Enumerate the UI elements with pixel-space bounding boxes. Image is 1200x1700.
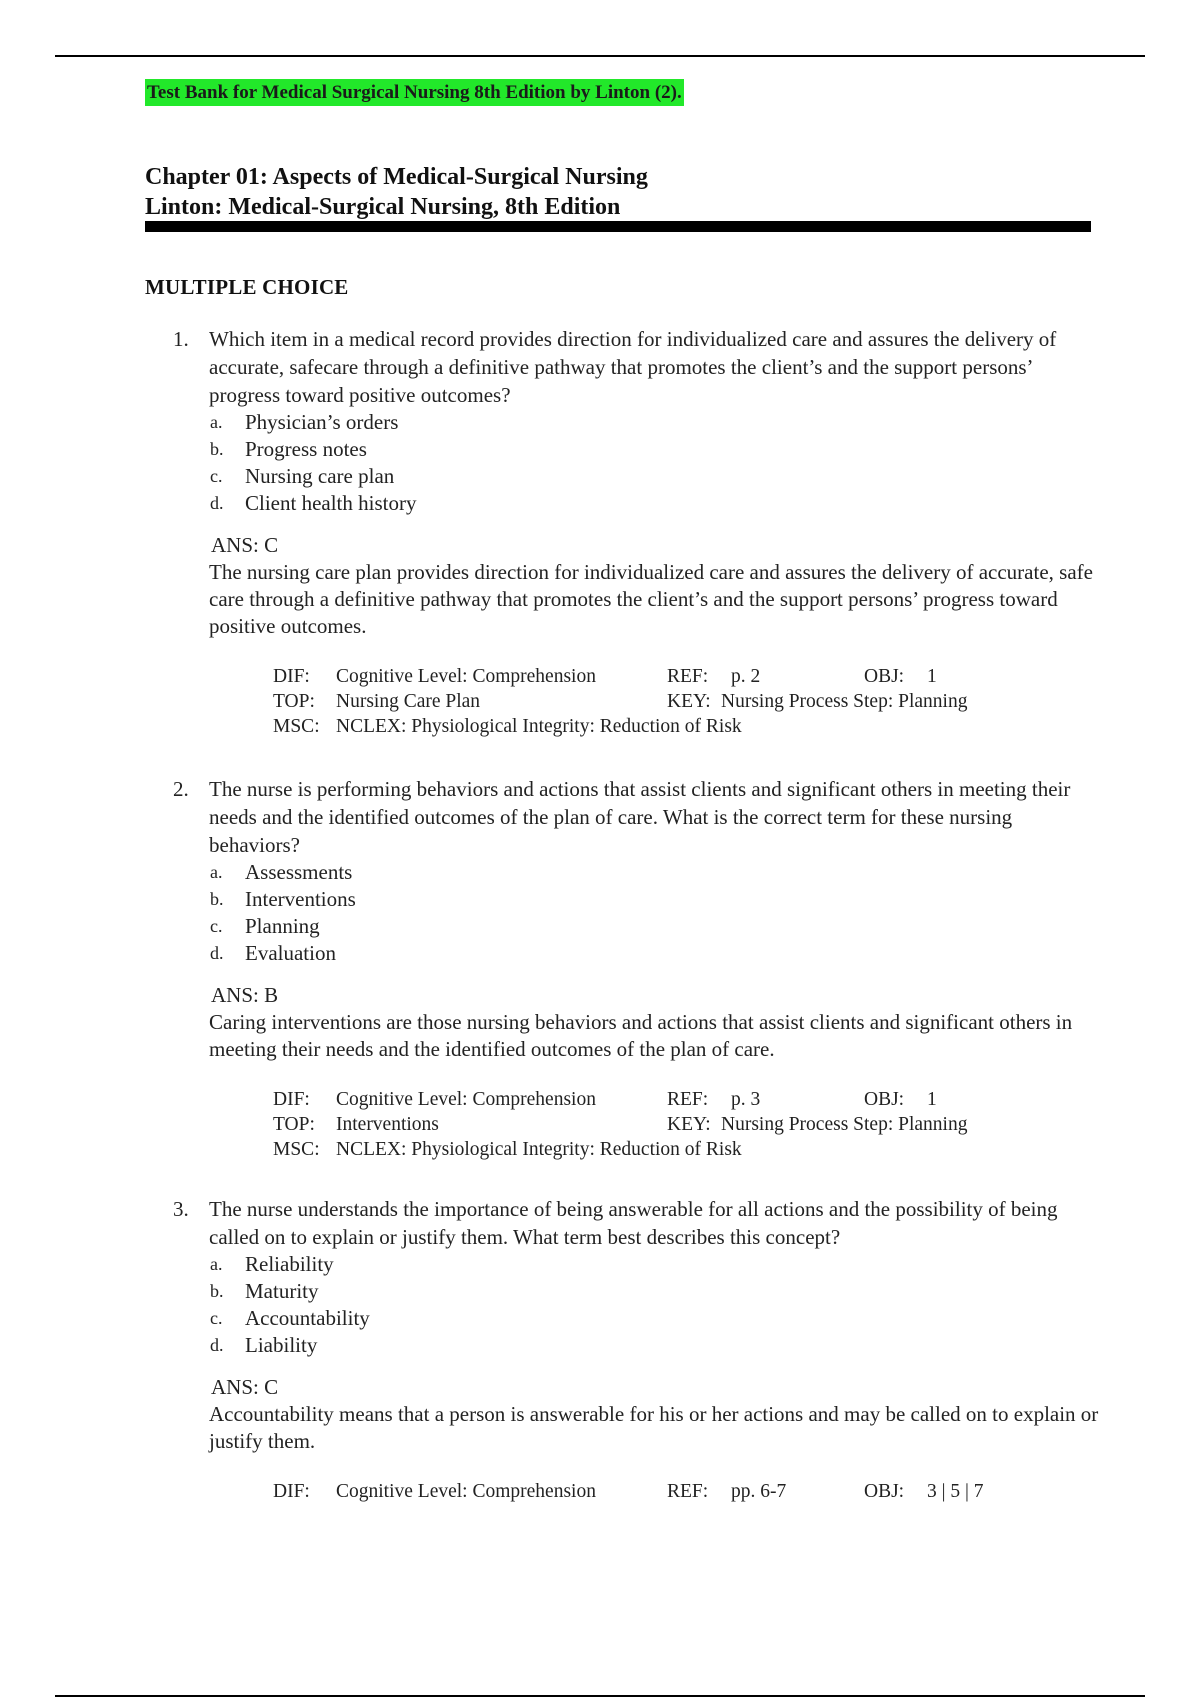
option-c: c. Planning (210, 914, 320, 938)
answer-key: ANS: C (211, 533, 279, 557)
option-list (145, 1251, 1105, 1359)
question-text: The nurse understands the importance of being answerable for all actions and the possibility of being called on to explain or justify them. What term best describes this concept? (209, 1197, 1058, 1249)
meta-row-top: TOP: Nursing Care Plan KEY: Nursing Process Step: Planning (273, 691, 968, 712)
answer-key: ANS: B (211, 983, 279, 1007)
question-1 (145, 325, 1105, 739)
option-b: b. Maturity (210, 1279, 319, 1303)
option-b: b. Progress notes (210, 437, 367, 461)
question-stem (145, 1195, 1089, 1251)
meta-row-msc: MSC: NCLEX: Physiological Integrity: Reduction of Risk (273, 1139, 742, 1160)
question-number: 1. (173, 327, 189, 351)
option-a: a. Assessments (210, 860, 353, 884)
option-d: d. Liability (210, 1333, 318, 1357)
meta-row-dif: DIF: Cognitive Level: Comprehension REF: p. 3 OBJ: 1 (273, 1089, 937, 1110)
option-a: a. Reliability (210, 1252, 334, 1276)
chapter-title: Chapter 01: Aspects of Medical-Surgical Nursing (145, 164, 648, 190)
rationale: Accountability means that a person is answerable for his or her actions and may be called on to explain or justify them. (209, 1402, 1099, 1453)
option-a: a. Physician’s orders (210, 410, 399, 434)
option-list (145, 859, 1105, 967)
meta-row-dif: DIF: Cognitive Level: Comprehension REF: pp. 6-7 OBJ: 3 | 5 | 7 (273, 1481, 984, 1502)
top-rule (55, 55, 1145, 57)
question-number: 2. (173, 777, 189, 801)
option-b: b. Interventions (210, 887, 356, 911)
question-stem (145, 325, 1089, 409)
option-c: c. Accountability (210, 1306, 370, 1330)
option-d: d. Evaluation (210, 941, 336, 965)
option-c: c. Nursing care plan (210, 464, 395, 488)
option-list (145, 409, 1105, 517)
book-title: Linton: Medical-Surgical Nursing, 8th Edition (145, 194, 621, 220)
answer-key: ANS: C (211, 1375, 279, 1399)
question-text: The nurse is performing behaviors and actions that assist clients and significant others in meeting their needs and the identified outcomes of the plan of care. What is the correct term for these nursing behaviors? (209, 777, 1071, 857)
question-metadata (145, 664, 1105, 739)
question-text: Which item in a medical record provides direction for individualized care and assures the delivery of accurate, safecare through a definitive pathway that promotes the client’s and the support persons’ progress toward positive outcomes? (209, 327, 1057, 407)
rationale: Caring interventions are those nursing behaviors and actions that assist clients and significant others in meeting their needs and the identified outcomes of the plan of care. (209, 1010, 1073, 1061)
section-heading: MULTIPLE CHOICE (145, 275, 349, 299)
rationale: The nursing care plan provides direction for individualized care and assures the delivery of accurate, safe care through a definitive pathway that promotes the client’s and the support persons’ progress toward positive outcomes. (209, 560, 1093, 638)
question-3 (145, 1195, 1105, 1504)
meta-row-top: TOP: Interventions KEY: Nursing Process Step: Planning (273, 1114, 968, 1135)
meta-row-dif: DIF: Cognitive Level: Comprehension REF: p. 2 OBJ: 1 (273, 666, 937, 687)
chapter-header (145, 162, 1090, 222)
question-stem (145, 775, 1089, 859)
meta-row-msc: MSC: NCLEX: Physiological Integrity: Reduction of Risk (273, 716, 742, 737)
bottom-rule (55, 1695, 1145, 1697)
question-metadata (145, 1087, 1105, 1162)
title-rule (145, 221, 1091, 232)
option-d: d. Client health history (210, 491, 417, 515)
question-2 (145, 775, 1105, 1162)
document-banner: Test Bank for Medical Surgical Nursing 8th Edition by Linton (2). (145, 79, 684, 106)
question-metadata (145, 1479, 1105, 1504)
question-number: 3. (173, 1197, 189, 1221)
